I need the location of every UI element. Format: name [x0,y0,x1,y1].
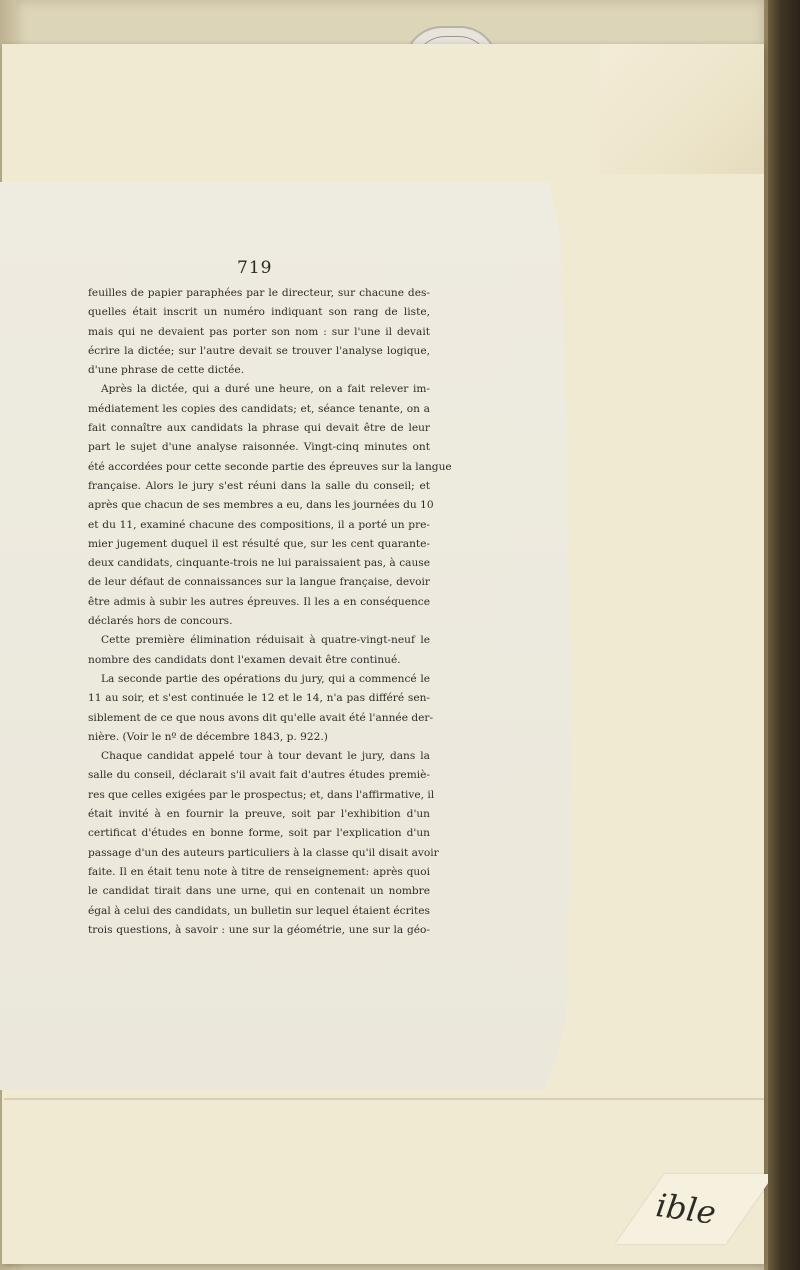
corner-annotation: ible [653,1186,719,1232]
text-line: certificat d'études en bonne forme, soit par l'explication d'un [88,827,430,840]
text-line: Chaque candidat appelé tour à tour devant le jury, dans la [101,750,430,763]
text-line: mais qui ne devaient pas porter son nom : sur l'une il devait [88,325,430,338]
text-line: être admis à subir les autres épreuves. Il les a en conséquence [88,595,430,608]
book-binding [768,0,800,1270]
mount-crease [4,1098,764,1100]
text-line: après que chacun de ses membres a eu, dans les journées du 10 [88,499,434,512]
text-line: le candidat tirait dans une urne, qui en contenait un nombre [88,885,430,898]
text-line: feuilles de papier paraphées par le directeur, sur chacune des- [88,287,430,299]
text-line: nière. (Voir le nº de décembre 1843, p. 922.) [88,730,328,743]
text-line: égal à celui des candidats, un bulletin sur lequel étaient écrites [88,904,430,917]
text-line: res que celles exigées par le prospectus; et, dans l'affirmative, il [88,788,435,801]
text-line: 11 au soir, et s'est continuée le 12 et le 14, n'a pas différé sen- [88,692,430,705]
text-line: siblement de ce que nous avons dit qu'elle avait été l'année der- [88,711,434,724]
text-line: salle du conseil, déclarait s'il avait fait d'autres études premiè- [88,769,430,782]
text-line: nombre des candidats dont l'examen devait être continué. [88,653,401,666]
text-line: Après la dictée, qui a duré une heure, on a fait relever im- [101,383,430,396]
text-line: écrire la dictée; sur l'autre devait se trouver l'analyse logique, [88,344,430,357]
text-line: de leur défaut de connaissances sur la langue française, devoir [88,576,430,589]
text-line: faite. Il en était tenu note à titre de renseignement: après quoi [88,865,430,878]
text-line: fait connaître aux candidats la phrase qui devait être de leur [88,422,430,435]
text-line: quelles était inscrit un numéro indiquant son rang de liste, [88,306,430,319]
text-line: d'une phrase de cette dictée. [88,364,245,377]
text-line: Cette première élimination réduisait à quatre-vingt-neuf le [101,634,430,647]
body-text [88,284,452,940]
mount-fold [600,44,764,174]
text-line: mier jugement duquel il est résulté que, sur les cent quarante- [88,537,430,550]
text-line: française. Alors le jury s'est réuni dans la salle du conseil; et [88,479,430,492]
text-line: passage d'un des auteurs particuliers à la classe qu'il disait avoir [88,846,439,859]
text-line: et du 11, examiné chacune des compositions, il a porté un pre- [88,518,430,531]
text-line: médiatement les copies des candidats; et, séance tenante, on a [88,402,430,415]
text-line: était invité à en fournir la preuve, soit par l'exhibition d'un [88,808,430,821]
text-line: La seconde partie des opérations du jury, qui a commencé le [101,672,430,685]
text-line: part le sujet d'une analyse raisonnée. Vingt-cinq minutes ont [88,441,430,454]
text-line: été accordées pour cette seconde partie des épreuves sur la langue [88,460,452,473]
text-line: deux candidats, cinquante-trois ne lui paraissaient pas, à cause [88,557,430,570]
page-number: 719 [237,258,273,278]
text-line: trois questions, à savoir : une sur la géométrie, une sur la géo- [88,923,430,936]
text-line: déclarés hors de concours. [88,615,233,628]
